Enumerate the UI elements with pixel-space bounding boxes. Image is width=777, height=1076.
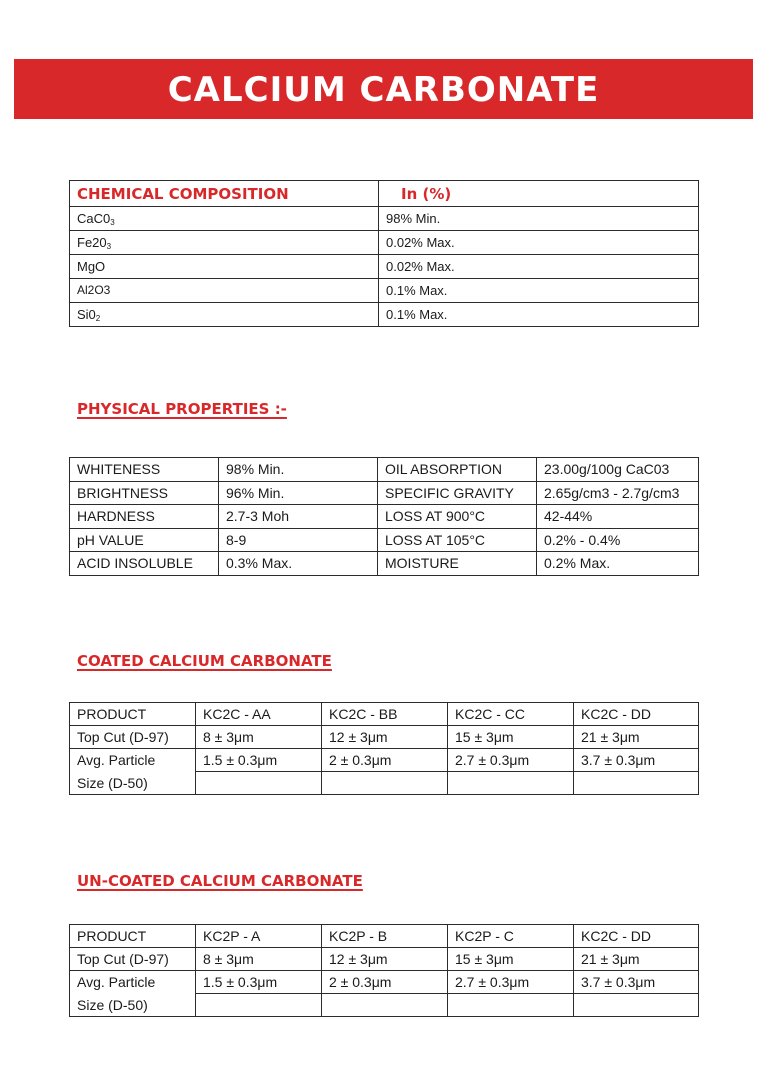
- property-value-cell: 96% Min.: [219, 481, 378, 505]
- table-row: [70, 303, 699, 327]
- table-cell: 2.7 ± 0.3μm: [448, 971, 574, 994]
- table-row: [70, 231, 699, 255]
- table-cell: [448, 994, 574, 1017]
- compound-cell: $CaC0_3$: [70, 207, 379, 231]
- table-cell: KC2C - AA: [196, 703, 322, 726]
- property-name-cell: OIL ABSORPTION: [378, 458, 537, 482]
- table-row: [70, 207, 699, 231]
- value-cell: 0.02% Max.: [379, 231, 699, 255]
- value-cell: 0.02% Max.: [379, 255, 699, 279]
- table-row: [70, 552, 699, 576]
- value-cell: 0.1% Max.: [379, 303, 699, 327]
- property-name-cell: WHITENESS: [70, 458, 219, 482]
- table-row: [70, 749, 699, 772]
- table-row: [70, 994, 699, 1017]
- table-cell: KC2C - DD: [574, 925, 699, 948]
- title-banner: [14, 59, 753, 119]
- uncoated-products-table: [69, 924, 699, 1017]
- table-row: [70, 528, 699, 552]
- table-cell: KC2P - B: [322, 925, 448, 948]
- table-cell: 2.7 ± 0.3μm: [448, 749, 574, 772]
- table-row: [70, 481, 699, 505]
- compound-cell: Al2O3: [70, 279, 379, 303]
- table-row: [70, 726, 699, 749]
- chemical-composition-table: [69, 180, 699, 327]
- property-name-cell: SPECIFIC GRAVITY: [378, 481, 537, 505]
- table-row: [70, 925, 699, 948]
- table-cell: 3.7 ± 0.3μm: [574, 971, 699, 994]
- property-value-cell: 2.65g/cm3 - 2.7g/cm3: [537, 481, 699, 505]
- property-value-cell: 8-9: [219, 528, 378, 552]
- table-cell: [322, 994, 448, 1017]
- table-cell: 21 ± 3μm: [574, 948, 699, 971]
- property-name-cell: pH VALUE: [70, 528, 219, 552]
- property-name-cell: MOISTURE: [378, 552, 537, 576]
- property-name-cell: LOSS AT 105°C: [378, 528, 537, 552]
- table-cell: KC2C - DD: [574, 703, 699, 726]
- property-name-cell: ACID INSOLUBLE: [70, 552, 219, 576]
- value-cell: 0.1% Max.: [379, 279, 699, 303]
- property-value-cell: 98% Min.: [219, 458, 378, 482]
- table-cell: Size (D-50): [70, 772, 196, 795]
- table-cell: KC2P - A: [196, 925, 322, 948]
- table-row: [70, 772, 699, 795]
- table-cell: 15 ± 3μm: [448, 948, 574, 971]
- table-cell: 8 ± 3μm: [196, 726, 322, 749]
- coated-heading: COATED CALCIUM CARBONATE: [77, 652, 332, 670]
- property-name-cell: HARDNESS: [70, 505, 219, 529]
- property-value-cell: 42-44%: [537, 505, 699, 529]
- table-cell: [322, 772, 448, 795]
- table-cell: 3.7 ± 0.3μm: [574, 749, 699, 772]
- compound-cell: $Fe20_3$: [70, 231, 379, 255]
- table-cell: Avg. Particle: [70, 971, 196, 994]
- property-value-cell: 2.7-3 Moh: [219, 505, 378, 529]
- table-row: [70, 505, 699, 529]
- table-cell: Top Cut (D-97): [70, 726, 196, 749]
- table-header-row: [70, 181, 699, 207]
- percentage-header: In (%): [379, 181, 699, 207]
- table-cell: Size (D-50): [70, 994, 196, 1017]
- chemical-composition-header: CHEMICAL COMPOSITION: [70, 181, 379, 207]
- table-cell: Avg. Particle: [70, 749, 196, 772]
- table-cell: 21 ± 3μm: [574, 726, 699, 749]
- property-name-cell: LOSS AT 900°C: [378, 505, 537, 529]
- value-cell: 98% Min.: [379, 207, 699, 231]
- table-cell: Top Cut (D-97): [70, 948, 196, 971]
- property-name-cell: BRIGHTNESS: [70, 481, 219, 505]
- table-cell: [196, 772, 322, 795]
- table-row: [70, 948, 699, 971]
- table-row: [70, 255, 699, 279]
- table-cell: [196, 994, 322, 1017]
- table-cell: PRODUCT: [70, 925, 196, 948]
- table-row: [70, 279, 699, 303]
- table-cell: 15 ± 3μm: [448, 726, 574, 749]
- property-value-cell: 0.2% - 0.4%: [537, 528, 699, 552]
- table-cell: 12 ± 3μm: [322, 948, 448, 971]
- table-cell: 1.5 ± 0.3μm: [196, 971, 322, 994]
- property-value-cell: 0.3% Max.: [219, 552, 378, 576]
- table-cell: KC2C - BB: [322, 703, 448, 726]
- table-cell: 2 ± 0.3μm: [322, 749, 448, 772]
- table-cell: [574, 772, 699, 795]
- table-cell: [448, 772, 574, 795]
- table-row: [70, 458, 699, 482]
- table-cell: 1.5 ± 0.3μm: [196, 749, 322, 772]
- table-row: [70, 703, 699, 726]
- table-cell: 8 ± 3μm: [196, 948, 322, 971]
- table-cell: 12 ± 3μm: [322, 726, 448, 749]
- compound-cell: MgO: [70, 255, 379, 279]
- table-row: [70, 971, 699, 994]
- physical-properties-table: [69, 457, 699, 576]
- coated-products-table: [69, 702, 699, 795]
- uncoated-heading: UN-COATED CALCIUM CARBONATE: [77, 872, 363, 890]
- page-title: CALCIUM CARBONATE: [167, 70, 600, 110]
- table-cell: 2 ± 0.3μm: [322, 971, 448, 994]
- property-value-cell: 0.2% Max.: [537, 552, 699, 576]
- table-cell: [574, 994, 699, 1017]
- table-cell: PRODUCT: [70, 703, 196, 726]
- table-cell: KC2C - CC: [448, 703, 574, 726]
- compound-cell: $Si0_2$: [70, 303, 379, 327]
- table-cell: KC2P - C: [448, 925, 574, 948]
- physical-properties-heading: PHYSICAL PROPERTIES :-: [77, 400, 287, 418]
- property-value-cell: 23.00g/100g CaC03: [537, 458, 699, 482]
